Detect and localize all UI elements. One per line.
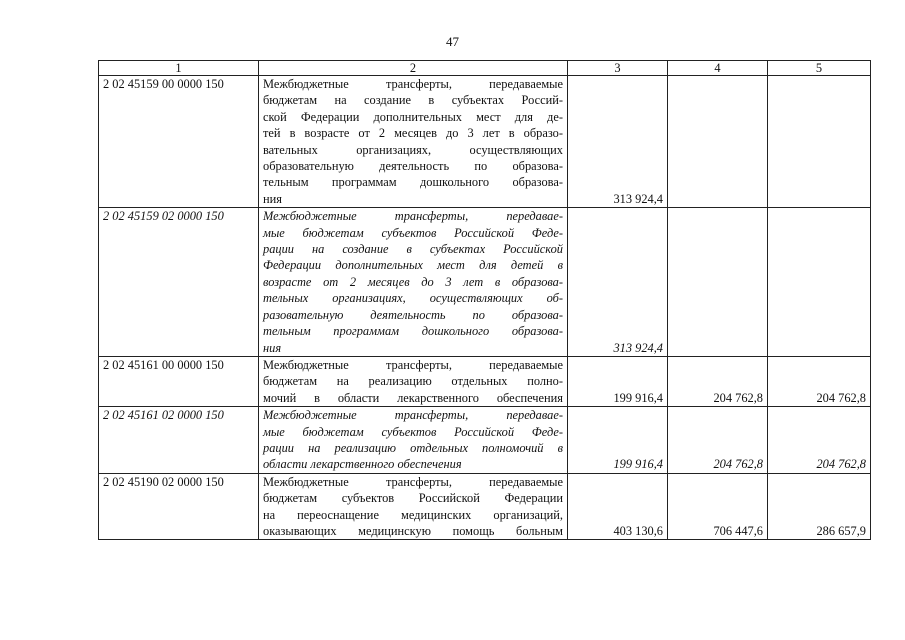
description-line: бюджетам субъектов Российской Федерации — [263, 491, 563, 506]
amount-col4 — [668, 208, 768, 357]
amount-col4 — [668, 76, 768, 208]
table-header-row — [99, 61, 871, 76]
description-line: бюджетам на реализацию отдельных полно- — [263, 374, 563, 389]
description-line: ской Федерации дополнительных мест для де- — [263, 109, 563, 124]
column-header-3: 3 — [568, 61, 668, 76]
amount-col3: 313 924,4 — [568, 76, 668, 208]
transfer-description — [259, 473, 568, 540]
column-header-2: 2 — [259, 61, 568, 76]
description-line: возрасте от 2 месяцев до 3 лет в образова- — [263, 274, 563, 289]
description-line: Федерации дополнительных мест для детей в — [263, 258, 563, 273]
description-line: рации на создание в субъектах Российской — [263, 242, 563, 257]
description-line: области лекарственного обеспечения — [263, 457, 462, 472]
budget-code: 2 02 45161 00 0000 150 — [99, 356, 259, 406]
description-line: бюджетам на создание в субъектах Россий- — [263, 93, 563, 108]
amount-col3: 313 924,4 — [568, 208, 668, 357]
transfer-description — [259, 208, 568, 357]
description-line: образовательную деятельность по образова- — [263, 159, 563, 174]
amount-col3: 403 130,6 — [568, 473, 668, 540]
column-header-4: 4 — [668, 61, 768, 76]
description-line: на переоснащение медицинских организаций, — [263, 507, 563, 522]
description-line: тельным программам дошкольного образова- — [263, 175, 563, 190]
description-line: разовательную деятельность по образова- — [263, 307, 563, 322]
column-header-1: 1 — [99, 61, 259, 76]
description-line: ния — [263, 340, 282, 355]
amount-col5: 204 762,8 — [768, 356, 871, 406]
amount-col3: 199 916,4 — [568, 356, 668, 406]
amount-col5 — [768, 76, 871, 208]
amount-col3: 199 916,4 — [568, 407, 668, 474]
transfer-description — [259, 76, 568, 208]
table-row — [99, 356, 871, 406]
transfer-description — [259, 356, 568, 406]
description-line: тельным программам дошкольного образова- — [263, 324, 563, 339]
description-line: Межбюджетные трансферты, передавае- — [263, 408, 563, 423]
table-row — [99, 473, 871, 540]
amount-col4: 204 762,8 — [668, 407, 768, 474]
description-line: Межбюджетные трансферты, передаваемые — [263, 474, 563, 489]
description-line: оказывающих медицинскую помощь больным — [263, 523, 563, 538]
table-row — [99, 407, 871, 474]
description-line: Межбюджетные трансферты, передаваемые — [263, 357, 563, 372]
amount-col5: 204 762,8 — [768, 407, 871, 474]
column-header-5: 5 — [768, 61, 871, 76]
budget-table — [98, 60, 871, 540]
description-line: вательных организациях, осуществляющих — [263, 142, 563, 157]
description-line: рации на реализацию отдельных полномочий в — [263, 440, 563, 455]
table-row — [99, 76, 871, 208]
amount-col5: 286 657,9 — [768, 473, 871, 540]
budget-code: 2 02 45159 02 0000 150 — [99, 208, 259, 357]
description-line: мочий в области лекарственного обеспечения — [263, 390, 563, 405]
description-line: мые бюджетам субъектов Российской Феде- — [263, 424, 563, 439]
description-line: тельных организациях, осуществляющих об- — [263, 291, 563, 306]
table-row — [99, 208, 871, 357]
amount-col5 — [768, 208, 871, 357]
description-line: мые бюджетам субъектов Российской Феде- — [263, 225, 563, 240]
description-line: ния — [263, 191, 282, 206]
description-line: Межбюджетные трансферты, передаваемые — [263, 77, 563, 91]
transfer-description — [259, 407, 568, 474]
amount-col4: 706 447,6 — [668, 473, 768, 540]
budget-code: 2 02 45161 02 0000 150 — [99, 407, 259, 474]
description-line: тей в возрасте от 2 месяцев до 3 лет в образо- — [263, 126, 563, 141]
budget-code: 2 02 45159 00 0000 150 — [99, 76, 259, 208]
amount-col4: 204 762,8 — [668, 356, 768, 406]
budget-code: 2 02 45190 02 0000 150 — [99, 473, 259, 540]
page-number: 47 — [446, 34, 459, 49]
description-line: Межбюджетные трансферты, передавае- — [263, 209, 563, 224]
